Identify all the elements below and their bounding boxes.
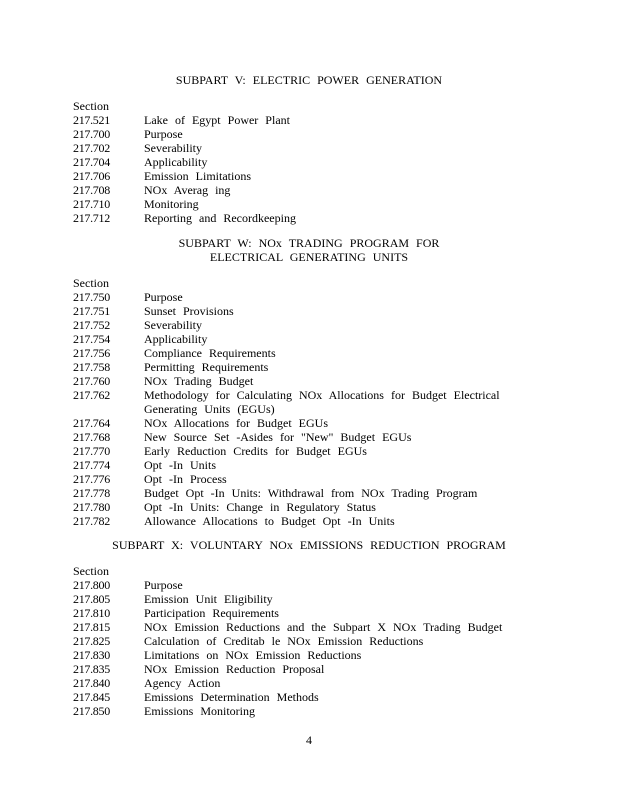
section-title: Severability	[144, 318, 202, 332]
section-number: 217.835	[73, 662, 110, 676]
list-item	[73, 169, 543, 183]
section-title: Monitoring	[144, 197, 199, 211]
section-number: 217.521	[73, 113, 110, 127]
section-number: 217.815	[73, 620, 110, 634]
list-item	[73, 606, 543, 620]
list-item	[73, 211, 543, 225]
section-label: Section	[73, 564, 109, 578]
section-title: Purpose	[144, 578, 183, 592]
subpart-w-heading: SUBPART W: NOx TRADING PROGRAM FOR ELECTRICAL GENERATING UNITS	[178, 236, 440, 264]
section-number: 217.700	[73, 127, 110, 141]
list-item	[73, 416, 543, 430]
section-title: Emissions Determination Methods	[144, 690, 319, 704]
section-number: 217.756	[73, 346, 110, 360]
section-number: 217.782	[73, 514, 110, 528]
list-item	[73, 304, 543, 318]
list-item	[73, 155, 543, 169]
list-item	[73, 690, 543, 704]
list-item	[73, 318, 543, 332]
section-number: 217.750	[73, 290, 110, 304]
section-number: 217.805	[73, 592, 110, 606]
section-number: 217.702	[73, 141, 110, 155]
section-title: Limitations on NOx Emission Reductions	[144, 648, 362, 662]
subpart-v-section-list	[73, 113, 543, 225]
list-item	[73, 113, 543, 127]
section-number: 217.758	[73, 360, 110, 374]
section-number: 217.704	[73, 155, 110, 169]
subpart-x-section-list	[73, 578, 543, 718]
list-item	[73, 472, 543, 486]
section-title: NOx Emission Reduction Proposal	[144, 662, 325, 676]
list-item	[73, 578, 543, 592]
list-item	[73, 444, 543, 458]
section-label: Section	[73, 99, 109, 113]
section-title: Opt -In Units	[144, 458, 216, 472]
list-item	[73, 127, 543, 141]
list-item	[73, 662, 543, 676]
section-title: Agency Action	[144, 676, 221, 690]
list-item	[73, 620, 543, 634]
section-number: 217.706	[73, 169, 110, 183]
section-number: 217.840	[73, 676, 110, 690]
list-item	[73, 141, 543, 155]
list-item	[73, 486, 543, 500]
list-item	[73, 346, 543, 360]
section-title: Budget Opt -In Units: Withdrawal from NOx Trading Program	[144, 486, 478, 500]
section-title: Applicability	[144, 332, 208, 346]
section-title: Permitting Requirements	[144, 360, 269, 374]
section-title: Opt -In Units: Change in Regulatory Status	[144, 500, 376, 514]
section-number: 217.768	[73, 430, 110, 444]
section-title: Compliance Requirements	[144, 346, 276, 360]
section-title: Lake of Egypt Power Plant	[144, 113, 290, 127]
list-item	[73, 197, 543, 211]
section-title: Allowance Allocations to Budget Opt -In Units	[144, 514, 395, 528]
section-title: Emissions Monitoring	[144, 704, 256, 718]
section-title: Applicability	[144, 155, 208, 169]
list-item	[73, 648, 543, 662]
list-item	[73, 634, 543, 648]
list-item	[73, 592, 543, 606]
section-number: 217.776	[73, 472, 110, 486]
section-number: 217.764	[73, 416, 110, 430]
list-item	[73, 704, 543, 718]
section-title: Severability	[144, 141, 202, 155]
section-title: New Source Set -Asides for "New" Budget EGUs	[144, 430, 412, 444]
subpart-x-heading: SUBPART X: VOLUNTARY NOx EMISSIONS REDUCTION PROGRAM	[112, 538, 506, 552]
section-number: 217.751	[73, 304, 110, 318]
section-title: Methodology for Calculating NOx Allocations for Budget Electrical Generating Units (EGUs)	[144, 388, 500, 416]
section-title: Sunset Provisions	[144, 304, 234, 318]
section-number: 217.845	[73, 690, 110, 704]
section-title: Reporting and Recordkeeping	[144, 211, 296, 225]
section-number: 217.774	[73, 458, 110, 472]
subpart-v-heading: SUBPART V: ELECTRIC POWER GENERATION	[175, 73, 443, 87]
section-title: NOx Emission Reductions and the Subpart X NOx Trading Budget	[144, 620, 503, 634]
section-number: 217.752	[73, 318, 110, 332]
section-number: 217.825	[73, 634, 110, 648]
section-title: Purpose	[144, 127, 183, 141]
page-number: 4	[306, 733, 312, 747]
list-item	[73, 332, 543, 346]
list-item	[73, 676, 543, 690]
section-number: 217.780	[73, 500, 110, 514]
section-title: Emission Unit Eligibility	[144, 592, 273, 606]
section-number: 217.762	[73, 388, 110, 402]
section-number: 217.778	[73, 486, 110, 500]
section-number: 217.754	[73, 332, 110, 346]
list-item	[73, 430, 543, 444]
list-item	[73, 183, 543, 197]
section-number: 217.708	[73, 183, 110, 197]
section-title: NOx Averag ing	[144, 183, 231, 197]
list-item	[73, 500, 543, 514]
list-item	[73, 514, 543, 528]
section-title: Early Reduction Credits for Budget EGUs	[144, 444, 367, 458]
list-item	[73, 290, 543, 304]
section-number: 217.770	[73, 444, 110, 458]
list-item	[73, 374, 543, 388]
section-title: NOx Allocations for Budget EGUs	[144, 416, 328, 430]
section-title: Participation Requirements	[144, 606, 279, 620]
section-number: 217.800	[73, 578, 110, 592]
list-item	[73, 458, 543, 472]
section-number: 217.850	[73, 704, 110, 718]
section-number: 217.712	[73, 211, 110, 225]
section-number: 217.830	[73, 648, 110, 662]
section-title: Purpose	[144, 290, 183, 304]
section-label: Section	[73, 276, 109, 290]
list-item	[73, 388, 543, 416]
section-title: Opt -In Process	[144, 472, 227, 486]
list-item	[73, 360, 543, 374]
section-title: NOx Trading Budget	[144, 374, 254, 388]
section-title: Emission Limitations	[144, 169, 252, 183]
section-title: Calculation of Creditab le NOx Emission Reductions	[144, 634, 424, 648]
section-number: 217.810	[73, 606, 110, 620]
section-number: 217.760	[73, 374, 110, 388]
section-number: 217.710	[73, 197, 110, 211]
subpart-w-section-list	[73, 290, 543, 528]
